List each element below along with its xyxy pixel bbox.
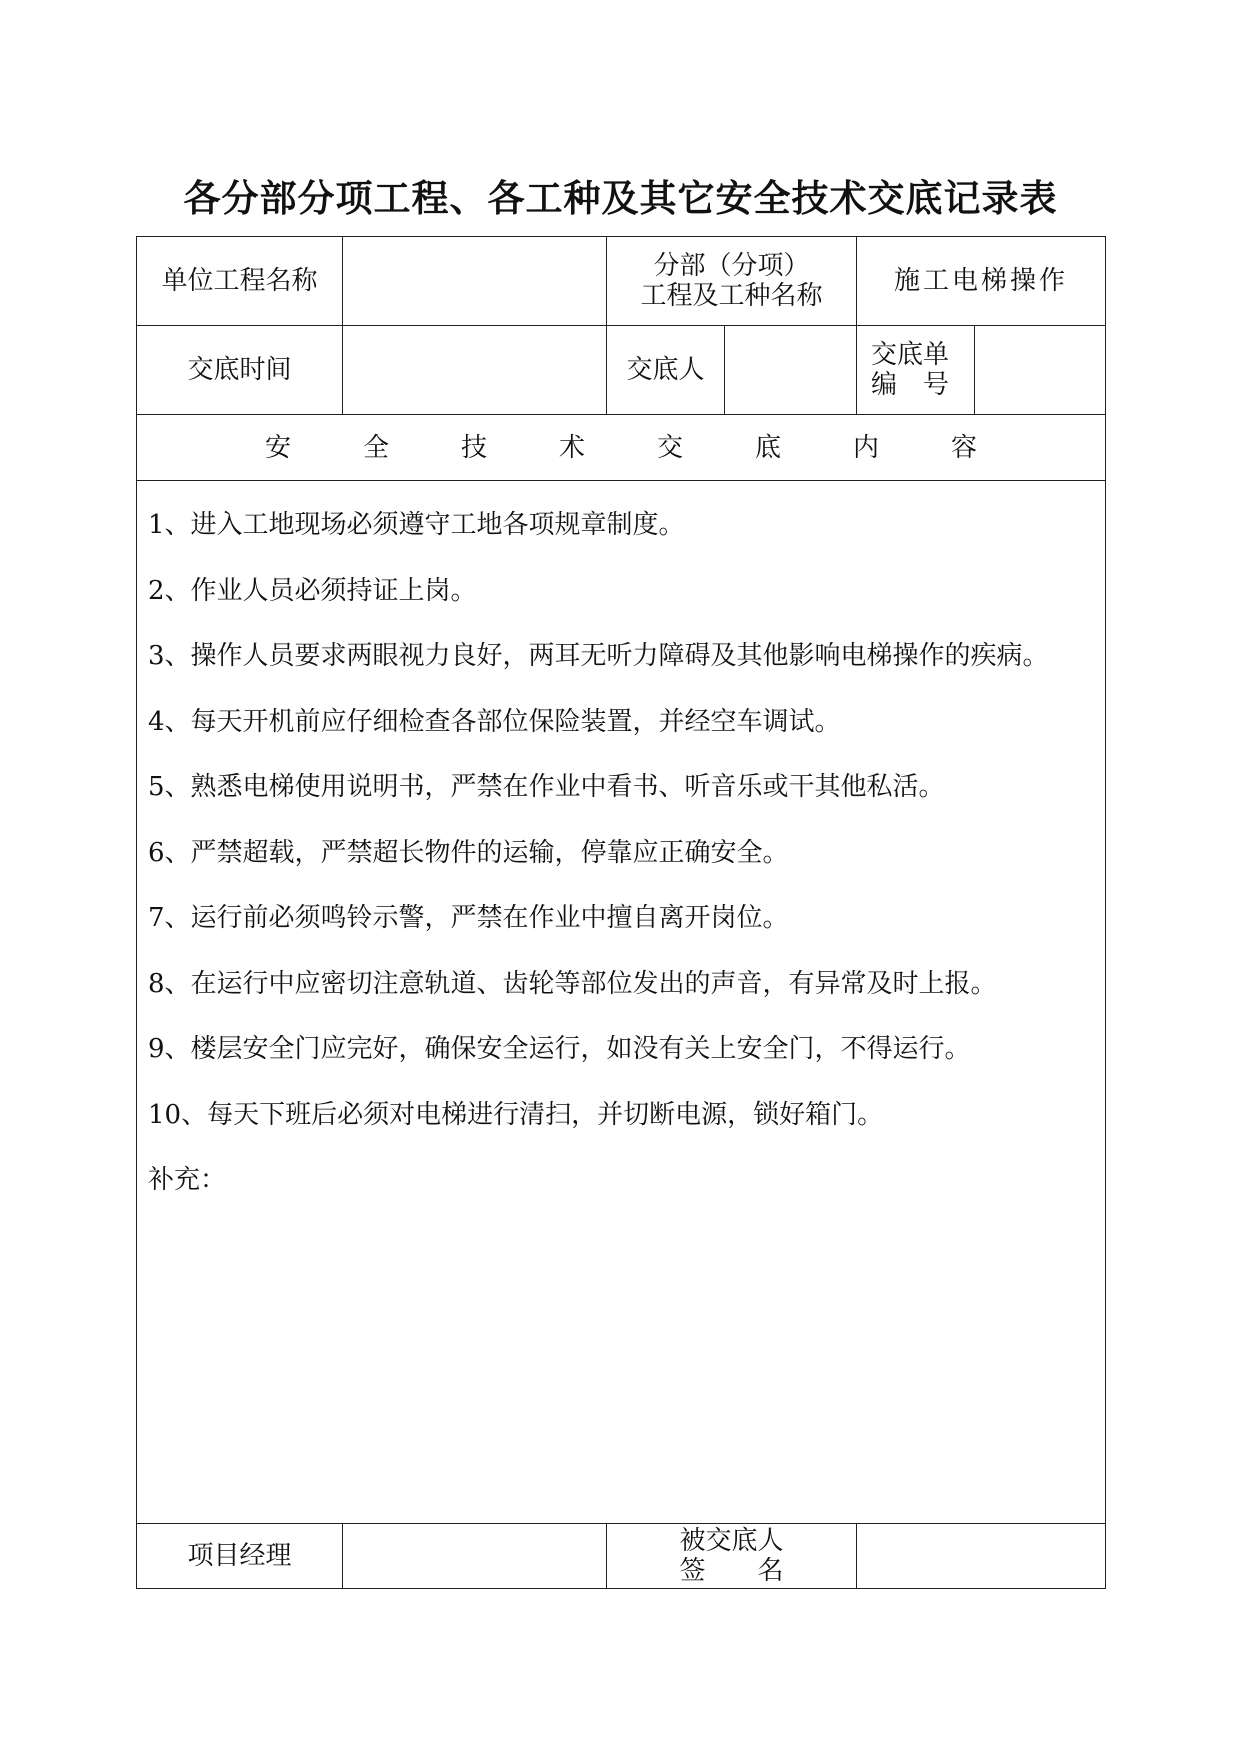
briefing-content[interactable] bbox=[137, 481, 1106, 1524]
recipient-label-line1: 被交底人 bbox=[679, 1526, 784, 1556]
list-item: 3、操作人员要求两眼视力良好，两耳无听力障碍及其他影响电梯操作的疾病。 bbox=[148, 641, 1049, 671]
list-item: 5、熟悉电梯使用说明书，严禁在作业中看书、听音乐或干其他私活。 bbox=[148, 772, 945, 802]
heading-char: 术 bbox=[559, 432, 586, 463]
time-field[interactable] bbox=[343, 326, 607, 415]
list-item: 6、严禁超载，严禁超长物件的运输，停靠应正确安全。 bbox=[148, 837, 789, 868]
unit-project-label: 单位工程名称 bbox=[137, 237, 343, 326]
list-item: 7、运行前必须鸣铃示警，严禁在作业中擅自离开岗位。 bbox=[148, 903, 789, 933]
heading-char: 内 bbox=[853, 432, 880, 463]
subitem-field[interactable]: 施工电梯操作 bbox=[857, 237, 1106, 326]
heading-char: 全 bbox=[363, 432, 390, 463]
row-time bbox=[137, 326, 1106, 415]
subitem-label-line2: 工程及工种名称 bbox=[640, 281, 823, 311]
number-label-line1: 交底单 bbox=[871, 340, 950, 370]
subitem-label-line1: 分部（分项） bbox=[653, 251, 810, 281]
heading-char: 交 bbox=[657, 432, 684, 463]
list-item: 8、在运行中应密切注意轨道、齿轮等部位发出的声音，有异常及时上报。 bbox=[148, 968, 997, 999]
list-item: 4、每天开机前应仔细检查各部位保险装置，并经空车调试。 bbox=[148, 706, 841, 737]
recipient-signature-field[interactable] bbox=[857, 1524, 1106, 1589]
row-project bbox=[137, 237, 1106, 326]
list-item: 9、楼层安全门应完好，确保安全运行，如没有关上安全门，不得运行。 bbox=[148, 1034, 971, 1064]
heading-char: 底 bbox=[755, 432, 782, 463]
heading-char: 容 bbox=[951, 432, 978, 463]
subitem-label bbox=[607, 237, 857, 326]
recipient-label-line2: 签 名 bbox=[679, 1556, 784, 1586]
row-content bbox=[137, 481, 1106, 1524]
number-label bbox=[857, 326, 975, 415]
list-item: 10、每天下班后必须对电梯进行清扫，并切断电源，锁好箱门。 bbox=[148, 1099, 884, 1130]
presenter-field[interactable] bbox=[725, 326, 857, 415]
recipient-label bbox=[607, 1524, 857, 1589]
list-item: 2、作业人员必须持证上岗。 bbox=[148, 575, 477, 606]
supplement-label: 补充： bbox=[148, 1165, 227, 1195]
heading-char: 安 bbox=[265, 432, 292, 463]
form-title: 各分部分项工程、各工种及其它安全技术交底记录表 bbox=[183, 177, 1058, 220]
number-field[interactable] bbox=[975, 326, 1106, 415]
manager-label: 项目经理 bbox=[137, 1524, 343, 1589]
row-signatures bbox=[137, 1524, 1106, 1589]
presenter-label: 交底人 bbox=[607, 326, 725, 415]
unit-project-field[interactable] bbox=[343, 237, 607, 326]
section-heading bbox=[137, 415, 1106, 481]
manager-signature-field[interactable] bbox=[343, 1524, 607, 1589]
briefing-record-table bbox=[136, 236, 1106, 1589]
row-section-heading bbox=[137, 415, 1106, 481]
time-label: 交底时间 bbox=[137, 326, 343, 415]
heading-char: 技 bbox=[461, 432, 488, 463]
list-item: 1、进入工地现场必须遵守工地各项规章制度。 bbox=[148, 510, 685, 540]
number-label-line2: 编 号 bbox=[871, 370, 950, 400]
